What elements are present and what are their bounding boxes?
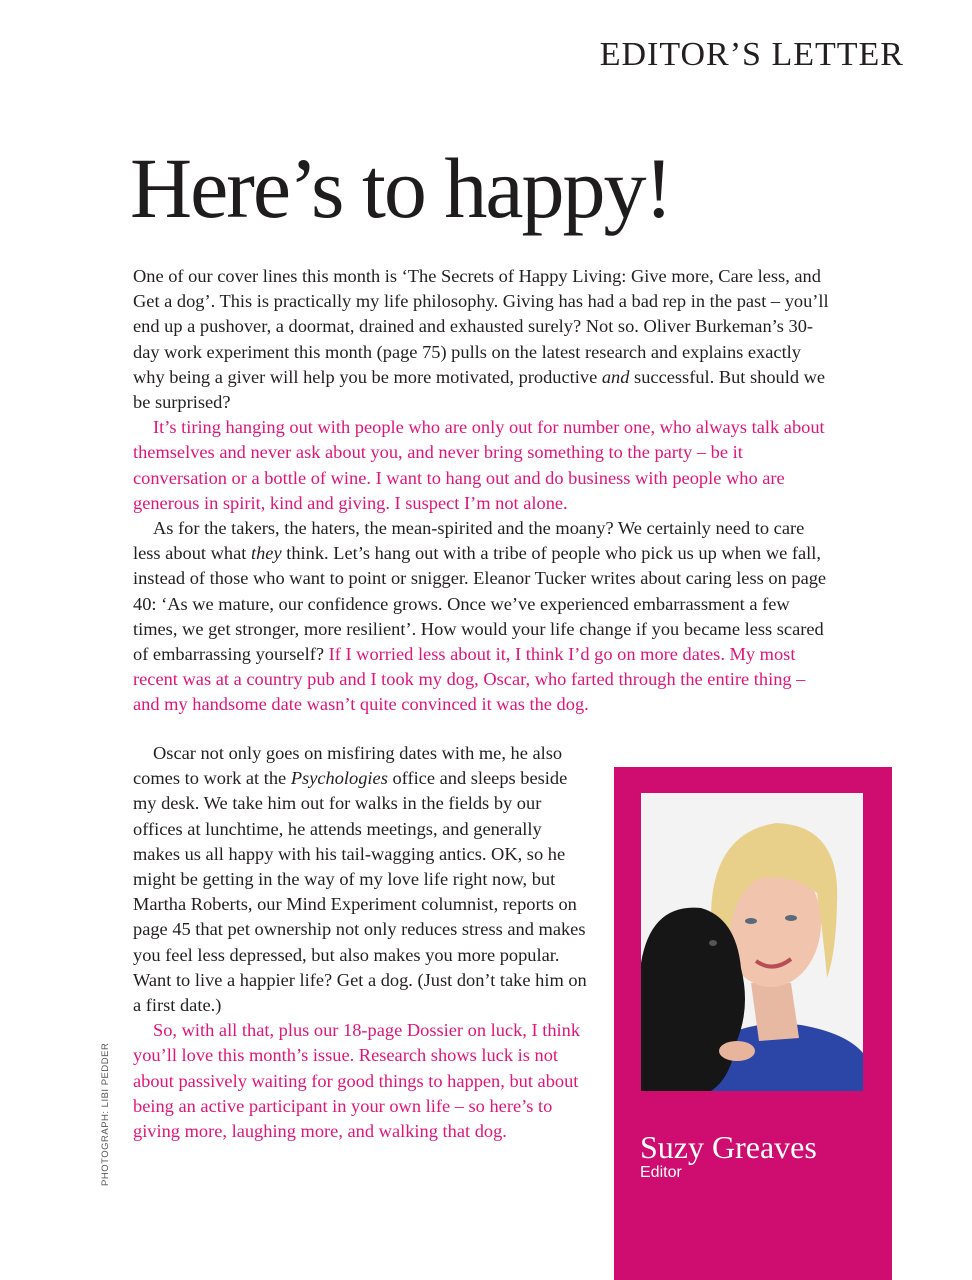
paragraph-5: So, with all that, plus our 18-page Dossier on luck, I think you’ll love this month’s issue. Research shows luck is not about passively waiting for good things to happen, but about being an active participant in your own life – so here’s to giving more, laughing more, and walking that dog.	[133, 1020, 581, 1142]
paragraph-4: Oscar not only goes on misfiring dates with me, he also comes to work at the Psychologies office and sleeps beside my desk. We take him out for walks in the fields by our offices at lunchtime, he attends meetings, and generally makes us all happy with his tail-wagging antics. OK, so he might be getting in the way of my love life right now, but Martha Roberts, our Mind Experiment columnist, reports on page 45 that pet ownership not only reduces stress and makes you feel less depressed, but also makes you more popular. Want to live a happier life? Get a dog. (Just don’t take him on a first date.)	[133, 743, 587, 1016]
editor-name: Suzy Greaves	[640, 1129, 817, 1165]
paragraph-2: It’s tiring hanging out with people who are only out for number one, who always talk about themselves and never ask about you, and never bring something to the party – be it conversation or a bottle of wine. I want to hang out and do business with people who are generous in spirit, kind and giving. I suspect I’m not alone.	[133, 417, 825, 513]
photo-credit: PHOTOGRAPH: LIBI PEDDER	[100, 1042, 111, 1186]
paragraph-1: One of our cover lines this month is ‘The Secrets of Happy Living: Give more, Care less, and Get a dog’. This is practically my life philosophy. Giving has had a bad rep in the past – you’ll end up a pushover, a doormat, drained and exhausted surely? Not so. Oliver Burkeman’s 30-day work experiment this month (page 75) pulls on the latest research and explains exactly why being a giver will help you be more motivated, productive and successful. But should we be surprised?	[133, 266, 829, 413]
letter-body	[133, 264, 833, 718]
page-headline: Here’s to happy!	[130, 140, 672, 236]
section-label: EDITOR’S LETTER	[599, 36, 904, 73]
editor-photo	[641, 793, 863, 1091]
editor-portrait-image	[641, 793, 863, 1091]
letter-body-lower	[133, 741, 593, 1144]
paragraph-3: As for the takers, the haters, the mean-spirited and the moany? We certainly need to care less about what they think. Let’s hang out with a tribe of people who pick us up when we fall, instead of those who want to point or snigger. Eleanor Tucker writes about caring less on page 40: ‘As we mature, our confidence grows. Once we’ve experienced embarrassment a few times, we get stronger, more resilient’. How would your life change if you became less scared of embarrassing yourself? If I worried less about it, I think I’d go on more dates. My most recent was at a country pub and I took my dog, Oscar, who farted through the entire thing – and my handsome date wasn’t quite convinced it was the dog.	[133, 518, 827, 715]
editor-panel	[614, 767, 892, 1280]
editor-role: Editor	[640, 1164, 682, 1181]
